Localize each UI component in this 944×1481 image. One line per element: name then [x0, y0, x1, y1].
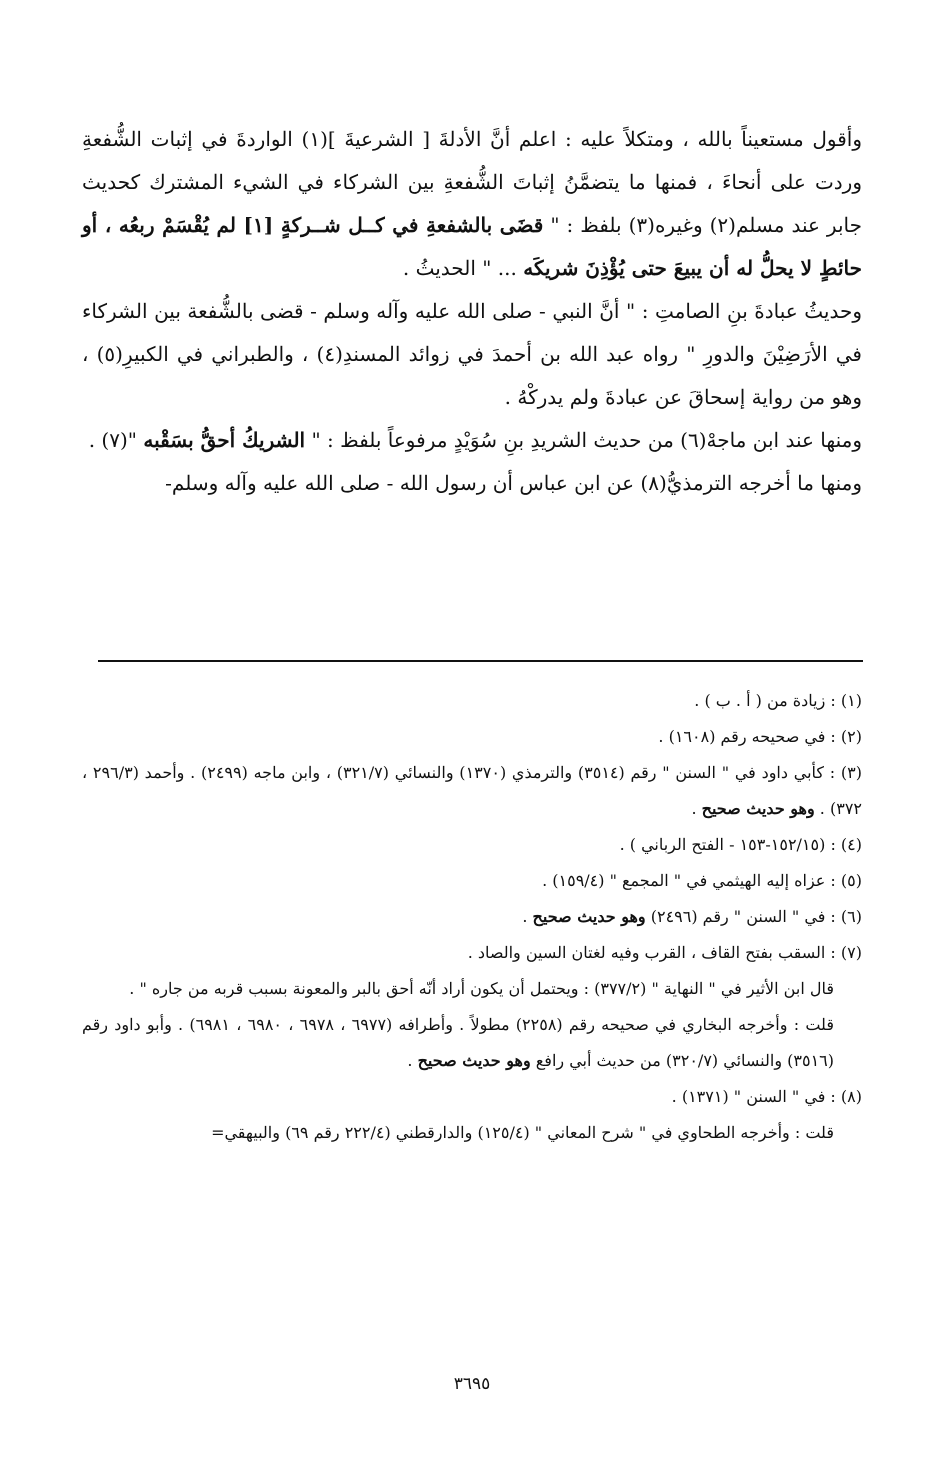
- paragraph: [82, 290, 862, 419]
- footnotes: [82, 683, 862, 1151]
- text-segment: وحديثُ عبادةَ بنِ الصامتِ : " أنَّ النبي - صلى الله عليه وآله وسلم - قضى بالشُّفعة بين الشركاء في الأرَضِيْنَ والدورِ " رواه عبد الله بن أحمدَ في زوائد المسندِ(٤) ، والطبراني في الكبيرِ(٥) ، وهو من رواية إسحاقَ عن عبادةَ ولم يدركْهُ .: [82, 299, 862, 409]
- text-segment: (٨) : في " السنن " (١٣٧١) .: [671, 1087, 862, 1106]
- footnote: [82, 971, 862, 1007]
- paragraph: [82, 419, 862, 462]
- text-segment: "(٧) .: [88, 428, 144, 452]
- footnote: [82, 935, 862, 971]
- footnote: [82, 1079, 862, 1115]
- page-number: ٣٦٩٥: [453, 1374, 491, 1394]
- bold-text-segment: وهو حديث صحيح: [532, 907, 646, 926]
- footnote: [82, 863, 862, 899]
- text-segment: (١) : زيادة من ( أ . ب ) .: [694, 691, 862, 710]
- footnote: [82, 1007, 862, 1079]
- footnote-separator: [98, 660, 863, 662]
- main-text: [82, 118, 862, 505]
- text-segment: (٣) : كأبي داود في " السنن " رقم (٣٥١٤) والترمذي (١٣٧٠) والنسائي (٣٢١/٧) ، وابن ماجه (٢٤٩٩) . وأحمد (٢٩٦/٣ ، ٣٧٢) .: [82, 763, 863, 818]
- text-segment: قلت : وأخرجه الطحاوي في " شرح المعاني " (١٢٥/٤) والدارقطني (٢٢٢/٤ رقم ٦٩) والبيهقي=: [211, 1123, 834, 1142]
- text-segment: (٧) : السقب بفتح القاف ، القرب وفيه لغتان السين والصاد .: [467, 943, 862, 962]
- text-segment: قال ابن الأثير في " النهاية " (٣٧٧/٢) : ويحتمل أن يكون أراد أنّه أحق بالبر والمعونة بسبب قربه من جاره " .: [129, 979, 834, 998]
- footnote: [82, 899, 862, 935]
- footnote: [82, 719, 862, 755]
- text-segment: .: [691, 799, 702, 818]
- text-segment: (٤) : (١٥٢/١٥-١٥٣ - الفتح الرباني ) .: [619, 835, 862, 854]
- bold-text-segment: الشريكُ أحقُّ بسَقْبه: [143, 428, 306, 452]
- text-segment: .: [407, 1051, 418, 1070]
- text-segment: ومنها ما أخرجه الترمذيُّ(٨) عن ابن عباس أن رسول الله - صلى الله عليه وآله وسلم-: [165, 471, 862, 495]
- text-segment: (٦) : في " السنن " رقم (٢٤٩٦): [645, 907, 862, 926]
- footnote: [82, 1115, 862, 1151]
- text-segment: (٢) : في صحيحه رقم (١٦٠٨) .: [658, 727, 862, 746]
- text-segment: قلت : وأخرجه البخاري في صحيحه رقم (٢٢٥٨) مطولاً . وأطرافه (٦٩٧٧ ، ٦٩٧٨ ، ٦٩٨٠ ، ٦٩٨١) . وأبو داود رقم (٣٥١٦) والنسائي (٣٢٠/٧) من حديث أبي رافع: [82, 1015, 834, 1070]
- footnote: [82, 683, 862, 719]
- paragraph: [82, 462, 862, 505]
- paragraph: [82, 118, 862, 290]
- footnote: [82, 755, 862, 827]
- bold-text-segment: قضَى بالشفعةِ في كــل شــركةٍ [١] لم يُقْسَمْ ربعُه ، أو حائطٍ لا يحلُّ له أن يبيعَ حتى يُؤْذِنَ شريكَه: [82, 213, 862, 280]
- text-segment: وأقول مستعيناً بالله ، ومتكلاً عليه : اعلم أنَّ الأدلةَ [ الشرعيةَ ](١) الواردةَ في إثبات الشُّفعةِ وردت على أنحاءَ ، فمنها ما يتضمَّنُ إثباتَ الشُّفعةِ بين الشركاء في الشيء المشترك كحديث جابر عند مسلم(٢) وغيره(٣) بلفظ : ": [82, 127, 863, 237]
- text-segment: (٥) : عزاه إليه الهيثمي في " المجمع " (١٥٩/٤) .: [542, 871, 862, 890]
- bold-text-segment: وهو حديث صحيح: [417, 1051, 531, 1070]
- text-segment: ومنها عند ابن ماجهْ(٦) من حديث الشريدِ بنِ سُوَيْدٍ مرفوعاً بلفظ : ": [305, 428, 862, 452]
- bold-text-segment: وهو حديث صحيح: [701, 799, 815, 818]
- footnote: [82, 827, 862, 863]
- text-segment: .: [522, 907, 533, 926]
- text-segment: ... " الحديثُ .: [402, 256, 524, 280]
